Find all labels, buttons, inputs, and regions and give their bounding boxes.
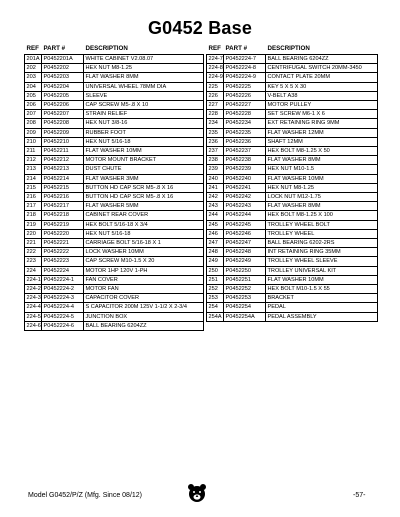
description-cell: HEX BOLT 5/16-18 X 3/4	[84, 220, 204, 229]
table-row	[25, 285, 204, 294]
table-row	[25, 119, 204, 128]
part-number-cell: P0452245	[224, 220, 266, 229]
part-number-cell: P0452217	[42, 202, 84, 211]
description-cell: FLAT WASHER 10MM	[266, 174, 378, 183]
description-cell: STRAIN RELIEF	[84, 110, 204, 119]
part-number-cell: P0452240	[224, 174, 266, 183]
ref-cell: 224-3	[26, 295, 41, 302]
part-number-cell: P0452223	[42, 257, 84, 266]
ref-cell: 219	[25, 220, 42, 229]
description-cell: PEDAL	[266, 303, 378, 312]
description-cell: SET SCREW M6-1 X 6	[266, 110, 378, 119]
table-row	[25, 82, 204, 91]
table-row	[207, 91, 378, 100]
table-row	[207, 266, 378, 275]
description-cell: RUBBER FOOT	[84, 128, 204, 137]
description-cell: MOTOR FAN	[84, 285, 204, 294]
description-cell: FLAT WASHER 3MM	[84, 174, 204, 183]
part-header: PART #	[225, 45, 248, 52]
description-cell: CAPACITOR COVER	[84, 294, 204, 303]
description-cell: MOTOR 1HP 120V 1-PH	[84, 266, 204, 275]
table-row	[207, 82, 378, 91]
ref-cell: 245	[207, 220, 224, 229]
ref-cell: 210	[25, 137, 42, 146]
table-row	[25, 202, 204, 211]
ref-cell: 215	[25, 183, 42, 192]
description-header: DESCRIPTION	[267, 45, 310, 52]
part-number-cell: P0452219	[42, 220, 84, 229]
table-row	[207, 128, 378, 137]
part-number-cell: P0452234	[224, 119, 266, 128]
table-row	[25, 275, 204, 284]
part-number-cell: P0452224	[42, 266, 84, 275]
table-row	[25, 229, 204, 238]
ref-cell: 224	[25, 266, 42, 275]
description-cell: FLAT WASHER 8MM	[266, 156, 378, 165]
ref-cell: 250	[207, 266, 224, 275]
table-row	[25, 266, 204, 275]
table-row	[25, 303, 204, 312]
part-number-cell: P0452254	[224, 303, 266, 312]
table-row	[207, 64, 378, 73]
part-number-cell: P0452216	[42, 193, 84, 202]
parts-table-right	[206, 44, 378, 322]
table-row	[207, 312, 378, 321]
table-row	[25, 248, 204, 257]
description-cell: INT RETAINING RING 35MM	[266, 248, 378, 257]
part-number-cell: P0452204	[42, 82, 84, 91]
description-cell: CENTRIFUGAL SWITCH 20MM-3450	[266, 64, 378, 73]
description-cell: FLAT WASHER 10MM	[84, 147, 204, 156]
parts-list-right	[207, 55, 378, 322]
ref-header: REF	[208, 45, 221, 52]
description-cell: BALL BEARING 6204ZZ	[84, 321, 204, 330]
description-cell: CABINET REAR COVER	[84, 211, 204, 220]
description-header: DESCRIPTION	[85, 45, 128, 52]
bear-head-icon	[187, 483, 207, 503]
description-cell: FLAT WASHER 8MM	[84, 73, 204, 82]
table-row	[207, 275, 378, 284]
part-number-cell: P0452224-9	[224, 73, 266, 82]
part-number-cell: P0452244	[224, 211, 266, 220]
ref-cell: 218	[25, 211, 42, 220]
ref-cell: 244	[207, 211, 224, 220]
part-number-cell: P0452214	[42, 174, 84, 183]
table-row	[25, 147, 204, 156]
description-cell: BALL BEARING 6202-2RS	[266, 239, 378, 248]
part-number-cell: P0452224-5	[42, 312, 84, 321]
part-number-cell: P0452224-7	[224, 55, 266, 64]
part-number-cell: P0452237	[224, 147, 266, 156]
table-row	[207, 165, 378, 174]
table-row	[207, 202, 378, 211]
ref-cell: 248	[207, 248, 224, 257]
table-row	[25, 193, 204, 202]
table-row	[207, 239, 378, 248]
ref-cell: 204	[25, 82, 42, 91]
description-cell: DUST CHUTE	[84, 165, 204, 174]
description-cell: FLAT WASHER 8MM	[266, 202, 378, 211]
part-number-cell: P0452225	[224, 82, 266, 91]
description-cell: FAN COVER	[84, 275, 204, 284]
part-number-cell: P0452238	[224, 156, 266, 165]
part-number-cell: P0452241	[224, 183, 266, 192]
part-number-cell: P0452208	[42, 119, 84, 128]
ref-cell: 238	[207, 156, 224, 165]
description-cell: TROLLEY WHEEL SLEEVE	[266, 257, 378, 266]
part-number-cell: P0452203	[42, 73, 84, 82]
description-cell: CARRIAGE BOLT 5/16-18 X 1	[84, 239, 204, 248]
ref-cell: 242	[207, 193, 224, 202]
table-row	[207, 147, 378, 156]
table-row	[25, 312, 204, 321]
description-cell: HEX NUT M10-1.5	[266, 165, 378, 174]
ref-cell: 212	[25, 156, 42, 165]
ref-cell: 217	[25, 202, 42, 211]
ref-cell: 236	[207, 137, 224, 146]
part-number-cell: P0452253	[224, 294, 266, 303]
ref-cell: 224-5	[26, 313, 41, 320]
ref-cell: 201A	[26, 56, 40, 62]
ref-cell: 214	[25, 174, 42, 183]
description-cell: HEX BOLT M8-1.25 X 50	[266, 147, 378, 156]
part-number-cell: P0452247	[224, 239, 266, 248]
description-cell: WHITE CABINET V2.08.07	[84, 55, 204, 64]
table-row	[207, 229, 378, 238]
description-cell: PEDAL ASSEMBLY	[266, 312, 378, 321]
ref-cell: 224-8	[208, 65, 223, 72]
ref-cell: 249	[207, 257, 224, 266]
table-row	[207, 257, 378, 266]
table-row	[207, 156, 378, 165]
description-cell: BUTTON HD CAP SCR M5-.8 X 16	[84, 193, 204, 202]
table-row	[207, 211, 378, 220]
part-number-cell: P0452235	[224, 128, 266, 137]
description-cell: FLAT WASHER 12MM	[266, 128, 378, 137]
ref-cell: 224-4	[26, 304, 41, 311]
description-cell: TROLLEY WHEEL	[266, 229, 378, 238]
table-row	[25, 73, 204, 82]
part-number-cell: P0452212	[42, 156, 84, 165]
page-title: G0452 Base	[147, 18, 253, 38]
part-number-cell: P0452207	[42, 110, 84, 119]
table-row	[25, 128, 204, 137]
ref-cell: 208	[25, 119, 42, 128]
table-row	[207, 220, 378, 229]
table-row	[207, 294, 378, 303]
ref-cell: 224-7	[208, 56, 223, 62]
table-header-row	[25, 44, 204, 55]
ref-cell: 253	[207, 294, 224, 303]
ref-cell: 221	[25, 239, 42, 248]
table-row	[25, 239, 204, 248]
ref-cell: 207	[25, 110, 42, 119]
description-cell: TROLLEY WHEEL BOLT	[266, 220, 378, 229]
part-number-cell: P0452224-3	[42, 294, 84, 303]
table-row	[25, 294, 204, 303]
ref-cell: 209	[25, 128, 42, 137]
part-number-cell: P0452224-8	[224, 64, 266, 73]
part-number-cell: P0452228	[224, 110, 266, 119]
parts-table-left	[24, 44, 204, 331]
part-number-cell: P0452206	[42, 101, 84, 110]
description-cell: MOTOR PULLEY	[266, 101, 378, 110]
description-cell: SLEEVE	[84, 91, 204, 100]
ref-cell: 224-6	[26, 322, 41, 329]
part-number-cell: P0452239	[224, 165, 266, 174]
table-row	[207, 55, 378, 64]
ref-cell: 202	[25, 64, 42, 73]
description-cell: HEX BOLT M8-1.25 X 100	[266, 211, 378, 220]
table-row	[25, 91, 204, 100]
part-number-cell: P0452215	[42, 183, 84, 192]
table-row	[25, 183, 204, 192]
ref-cell: 239	[207, 165, 224, 174]
table-row	[25, 220, 204, 229]
table-row	[207, 174, 378, 183]
description-cell: SHAFT 12MM	[266, 137, 378, 146]
description-cell: CAP SCREW M10-1.5 X 20	[84, 257, 204, 266]
model-footer: Model G0452/P/Z (Mfg. Since 08/12)	[28, 492, 142, 499]
description-cell: BALL BEARING 6204ZZ	[266, 55, 378, 64]
description-cell: EXT RETAINING RING 9MM	[266, 119, 378, 128]
description-cell: V-BELT A38	[266, 91, 378, 100]
parts-list-left	[25, 55, 204, 331]
part-number-cell: P0452227	[224, 101, 266, 110]
table-row	[207, 73, 378, 82]
table-row	[25, 101, 204, 110]
description-cell: HEX NUT M8-1.25	[84, 64, 204, 73]
ref-cell: 254	[207, 303, 224, 312]
part-number-cell: P0452205	[42, 91, 84, 100]
part-number-cell: P0452250	[224, 266, 266, 275]
ref-cell: 222	[25, 248, 42, 257]
part-number-cell: P0452211	[42, 147, 84, 156]
part-number-cell: P0452220	[42, 229, 84, 238]
part-number-cell: P0452218	[42, 211, 84, 220]
table-row	[207, 110, 378, 119]
ref-cell: 224-9	[208, 74, 223, 81]
part-number-cell: P0452249	[224, 257, 266, 266]
table-row	[207, 248, 378, 257]
ref-cell: 226	[207, 91, 224, 100]
table-row	[25, 64, 204, 73]
ref-cell: 243	[207, 202, 224, 211]
ref-cell: 206	[25, 101, 42, 110]
part-number-cell: P0452224-6	[42, 321, 84, 330]
part-number-cell: P0452248	[224, 248, 266, 257]
description-cell: S CAPACITOR 200M 125V 1-1/2 X 2-3/4	[84, 303, 204, 312]
ref-cell: 241	[207, 183, 224, 192]
part-number-cell: P0452202	[42, 64, 84, 73]
ref-cell: 254A	[208, 313, 222, 320]
description-cell: LOCK NUT M12-1.75	[266, 193, 378, 202]
part-number-cell: P0452251	[224, 275, 266, 284]
ref-cell: 235	[207, 128, 224, 137]
ref-cell: 227	[207, 101, 224, 110]
description-cell: HEX NUT M8-1.25	[266, 183, 378, 192]
ref-cell: 252	[207, 285, 224, 294]
part-number-cell: P0452243	[224, 202, 266, 211]
table-row	[25, 55, 204, 64]
ref-cell: 223	[25, 257, 42, 266]
part-header: PART #	[43, 45, 66, 52]
description-cell: UNIVERSAL WHEEL 78MM DIA	[84, 82, 204, 91]
description-cell: LOCK WASHER 10MM	[84, 248, 204, 257]
part-number-cell: P0452201A	[42, 55, 84, 64]
ref-cell: 216	[25, 193, 42, 202]
description-cell: FLAT WASHER 10MM	[266, 275, 378, 284]
ref-cell: 246	[207, 229, 224, 238]
ref-cell: 234	[207, 119, 224, 128]
part-number-cell: P0452210	[42, 137, 84, 146]
ref-cell: 211	[25, 147, 42, 156]
ref-header: REF	[26, 45, 39, 52]
ref-cell: 224-2	[26, 286, 41, 293]
table-row	[25, 110, 204, 119]
description-cell: HEX NUT 5/16-18	[84, 229, 204, 238]
table-header-row	[207, 44, 378, 55]
description-cell: HEX NUT 5/16-18	[84, 137, 204, 146]
description-cell: CONTACT PLATE 20MM	[266, 73, 378, 82]
part-number-cell: P0452209	[42, 128, 84, 137]
part-number-cell: P0452213	[42, 165, 84, 174]
table-row	[25, 156, 204, 165]
table-row	[207, 193, 378, 202]
part-number-cell: P0452242	[224, 193, 266, 202]
table-row	[25, 321, 204, 330]
part-number-cell: P0452222	[42, 248, 84, 257]
description-cell: MOTOR MOUNT BRACKET	[84, 156, 204, 165]
description-cell: BUTTON HD CAP SCR M5-.8 X 16	[84, 183, 204, 192]
description-cell: BRACKET	[266, 294, 378, 303]
table-row	[207, 183, 378, 192]
ref-cell: 237	[207, 147, 224, 156]
table-row	[25, 257, 204, 266]
table-row	[25, 137, 204, 146]
description-cell: FLAT WASHER 5MM	[84, 202, 204, 211]
table-row	[25, 174, 204, 183]
ref-cell: 205	[25, 91, 42, 100]
ref-cell: 247	[207, 239, 224, 248]
table-row	[25, 165, 204, 174]
ref-cell: 228	[207, 110, 224, 119]
ref-cell: 213	[25, 165, 42, 174]
ref-cell: 251	[207, 275, 224, 284]
table-row	[207, 137, 378, 146]
page-number: -57-	[353, 492, 366, 499]
part-number-cell: P0452236	[224, 137, 266, 146]
part-number-cell: P0452224-4	[42, 303, 84, 312]
description-cell: CAP SCREW M5-.8 X 10	[84, 101, 204, 110]
table-row	[207, 285, 378, 294]
ref-cell: 224-1	[26, 276, 41, 283]
part-number-cell: P0452224-1	[42, 275, 84, 284]
ref-cell: 203	[25, 73, 42, 82]
part-number-cell: P0452246	[224, 229, 266, 238]
description-cell: KEY 5 X 5 X 30	[266, 82, 378, 91]
description-cell: HEX BOLT M10-1.5 X 55	[266, 285, 378, 294]
description-cell: HEX NUT 3/8-16	[84, 119, 204, 128]
part-number-cell: P0452254A	[224, 312, 266, 321]
table-row	[25, 211, 204, 220]
table-row	[207, 303, 378, 312]
ref-cell: 220	[25, 229, 42, 238]
part-number-cell: P0452221	[42, 239, 84, 248]
part-number-cell: P0452252	[224, 285, 266, 294]
part-number-cell: P0452224-2	[42, 285, 84, 294]
description-cell: TROLLEY UNIVERSAL KIT	[266, 266, 378, 275]
part-number-cell: P0452226	[224, 91, 266, 100]
ref-cell: 225	[207, 82, 224, 91]
description-cell: JUNCTION BOX	[84, 312, 204, 321]
table-row	[207, 119, 378, 128]
ref-cell: 240	[207, 174, 224, 183]
table-row	[207, 101, 378, 110]
